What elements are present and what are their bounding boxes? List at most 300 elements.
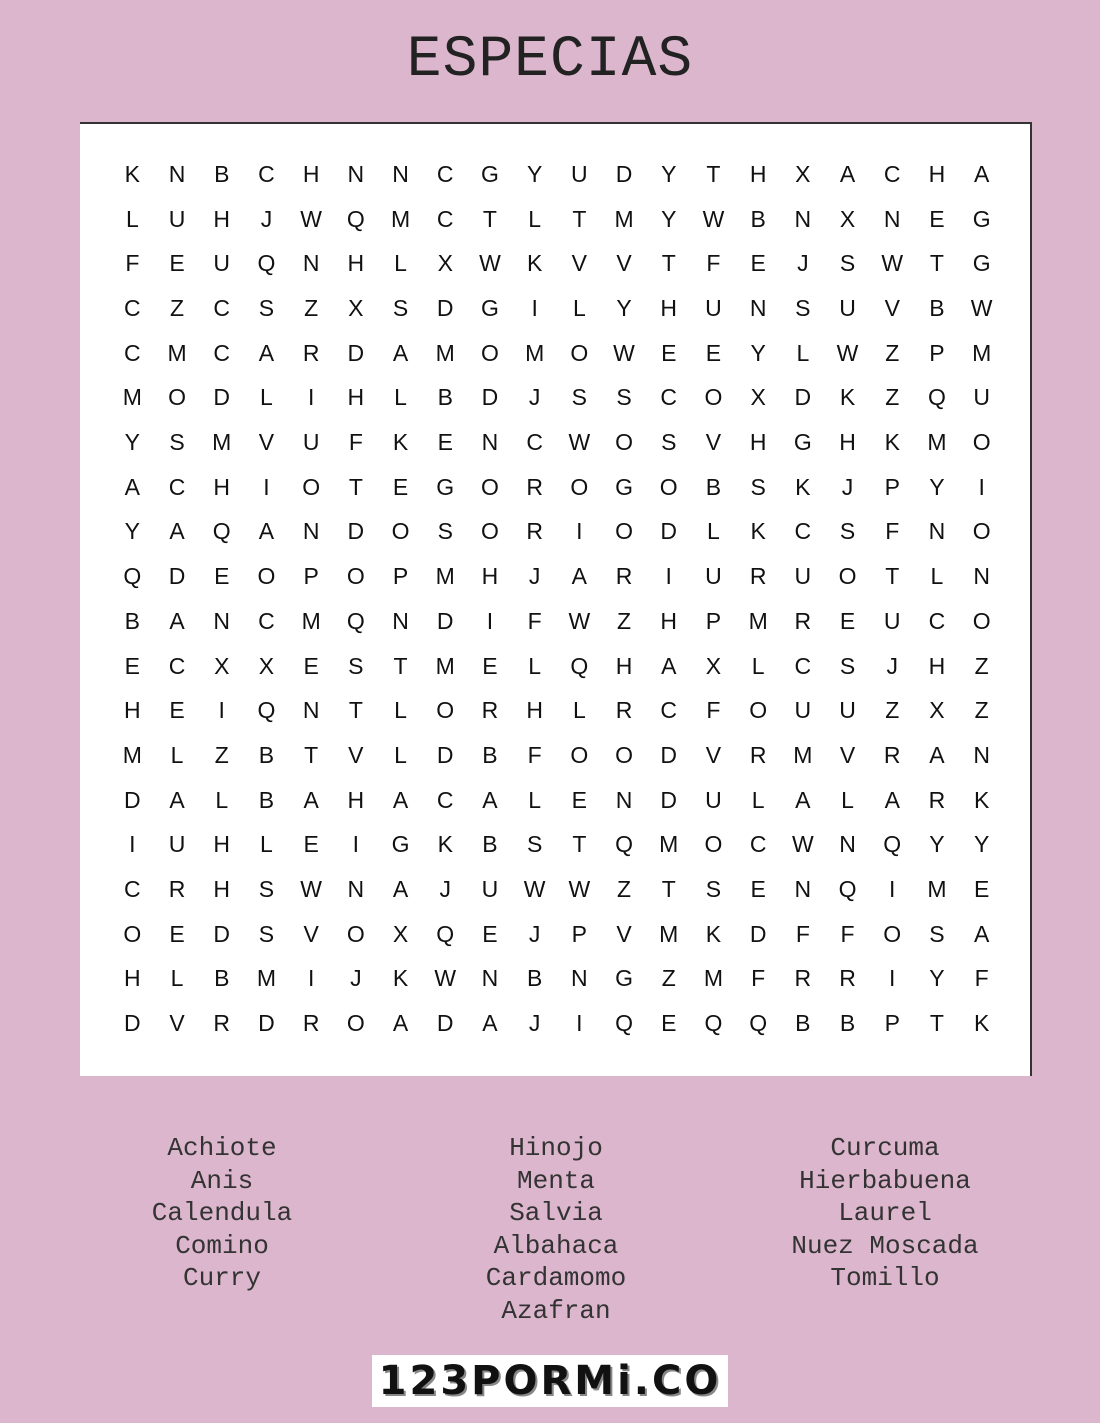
grid-cell[interactable]: M: [256, 965, 277, 992]
grid-cell[interactable]: V: [303, 920, 319, 947]
grid-cell[interactable]: S: [839, 518, 856, 545]
grid-cell[interactable]: O: [168, 384, 186, 411]
grid-cell[interactable]: M: [122, 741, 142, 768]
grid-cell[interactable]: E: [929, 205, 945, 232]
grid-cell[interactable]: H: [213, 473, 231, 500]
grid-cell[interactable]: E: [750, 250, 766, 277]
grid-cell[interactable]: V: [258, 429, 275, 456]
grid-cell[interactable]: N: [794, 876, 812, 903]
grid-cell[interactable]: M: [435, 563, 455, 590]
grid-cell[interactable]: B: [258, 741, 275, 768]
grid-cell[interactable]: F: [706, 250, 721, 277]
grid-cell[interactable]: Q: [704, 1010, 723, 1037]
grid-cell[interactable]: X: [795, 160, 811, 187]
grid-cell[interactable]: X: [929, 697, 945, 724]
grid-cell[interactable]: J: [528, 1010, 541, 1037]
grid-cell[interactable]: S: [526, 831, 543, 858]
grid-cell[interactable]: S: [258, 876, 275, 903]
grid-cell[interactable]: O: [704, 831, 723, 858]
grid-cell[interactable]: O: [123, 920, 142, 947]
grid-cell[interactable]: S: [348, 652, 364, 679]
grid-cell[interactable]: A: [169, 607, 185, 634]
grid-cell[interactable]: Y: [661, 205, 677, 232]
grid-cell[interactable]: E: [303, 831, 319, 858]
grid-cell[interactable]: B: [795, 1010, 811, 1037]
grid-cell[interactable]: S: [169, 429, 185, 456]
grid-cell[interactable]: V: [571, 250, 588, 277]
grid-cell[interactable]: K: [705, 920, 722, 947]
grid-cell[interactable]: B: [214, 160, 230, 187]
grid-cell[interactable]: W: [300, 205, 322, 232]
grid-cell[interactable]: S: [839, 652, 856, 679]
grid-cell[interactable]: O: [615, 741, 633, 768]
grid-cell[interactable]: N: [973, 563, 990, 590]
grid-cell[interactable]: N: [302, 697, 320, 724]
grid-cell[interactable]: S: [392, 294, 409, 321]
grid-cell[interactable]: B: [839, 1010, 856, 1037]
grid-cell[interactable]: A: [258, 339, 275, 366]
grid-cell[interactable]: D: [347, 518, 365, 545]
grid-cell[interactable]: O: [481, 473, 499, 500]
grid-cell[interactable]: K: [795, 473, 811, 500]
grid-cell[interactable]: N: [839, 831, 856, 858]
grid-cell[interactable]: J: [528, 563, 541, 590]
grid-cell[interactable]: V: [616, 250, 632, 277]
grid-cell[interactable]: N: [347, 160, 365, 187]
grid-cell[interactable]: W: [479, 250, 501, 277]
grid-cell[interactable]: N: [347, 876, 365, 903]
grid-cell[interactable]: N: [883, 205, 901, 232]
grid-cell[interactable]: D: [213, 920, 231, 947]
grid-cell[interactable]: E: [169, 920, 185, 947]
grid-cell[interactable]: K: [124, 160, 141, 187]
grid-cell[interactable]: A: [973, 920, 990, 947]
grid-cell[interactable]: H: [839, 429, 856, 456]
grid-cell[interactable]: G: [615, 965, 633, 992]
grid-cell[interactable]: O: [570, 473, 589, 500]
grid-cell[interactable]: W: [523, 876, 546, 903]
grid-cell[interactable]: Y: [929, 473, 945, 500]
grid-cell[interactable]: Q: [346, 607, 365, 634]
grid-cell[interactable]: S: [258, 294, 275, 321]
grid-cell[interactable]: R: [526, 518, 543, 545]
grid-cell[interactable]: A: [482, 1010, 498, 1037]
grid-cell[interactable]: L: [215, 786, 229, 813]
grid-cell[interactable]: S: [705, 876, 722, 903]
grid-cell[interactable]: T: [572, 205, 587, 232]
grid-cell[interactable]: E: [437, 429, 453, 456]
grid-cell[interactable]: C: [436, 160, 454, 187]
grid-cell[interactable]: T: [393, 652, 408, 679]
grid-cell[interactable]: G: [972, 250, 991, 277]
grid-cell[interactable]: H: [660, 294, 678, 321]
grid-cell[interactable]: W: [791, 831, 814, 858]
grid-cell[interactable]: M: [301, 607, 321, 634]
grid-cell[interactable]: O: [972, 607, 991, 634]
grid-cell[interactable]: U: [839, 294, 856, 321]
grid-cell[interactable]: Y: [661, 160, 677, 187]
grid-cell[interactable]: R: [213, 1010, 231, 1037]
grid-cell[interactable]: Q: [257, 250, 276, 277]
grid-cell[interactable]: B: [482, 741, 498, 768]
grid-cell[interactable]: L: [528, 205, 542, 232]
grid-cell[interactable]: I: [889, 965, 896, 992]
grid-cell[interactable]: A: [884, 786, 900, 813]
grid-cell[interactable]: R: [526, 473, 543, 500]
grid-cell[interactable]: N: [392, 160, 409, 187]
grid-cell[interactable]: J: [439, 876, 451, 903]
grid-cell[interactable]: N: [302, 250, 320, 277]
grid-cell[interactable]: C: [794, 518, 812, 545]
grid-cell[interactable]: A: [392, 876, 409, 903]
grid-cell[interactable]: X: [258, 652, 275, 679]
grid-cell[interactable]: E: [661, 1010, 677, 1037]
grid-cell[interactable]: N: [973, 741, 990, 768]
grid-cell[interactable]: D: [168, 563, 186, 590]
grid-cell[interactable]: I: [889, 876, 896, 903]
grid-cell[interactable]: E: [705, 339, 722, 366]
grid-cell[interactable]: K: [973, 786, 990, 813]
grid-cell[interactable]: F: [706, 697, 721, 724]
grid-cell[interactable]: L: [528, 652, 542, 679]
grid-cell[interactable]: H: [347, 250, 365, 277]
grid-cell[interactable]: Y: [616, 294, 632, 321]
grid-cell[interactable]: E: [303, 652, 319, 679]
grid-cell[interactable]: F: [840, 920, 855, 947]
grid-cell[interactable]: Z: [304, 294, 319, 321]
grid-cell[interactable]: R: [749, 741, 767, 768]
grid-cell[interactable]: S: [750, 473, 766, 500]
grid-cell[interactable]: F: [125, 250, 140, 277]
grid-cell[interactable]: L: [751, 786, 765, 813]
grid-cell[interactable]: U: [213, 250, 231, 277]
grid-cell[interactable]: E: [214, 563, 230, 590]
grid-cell[interactable]: T: [482, 205, 497, 232]
grid-cell[interactable]: N: [481, 965, 499, 992]
grid-cell[interactable]: C: [124, 339, 141, 366]
grid-cell[interactable]: L: [394, 250, 407, 277]
grid-cell[interactable]: W: [970, 294, 993, 321]
grid-cell[interactable]: H: [749, 160, 767, 187]
grid-cell[interactable]: A: [258, 518, 275, 545]
grid-cell[interactable]: T: [661, 876, 676, 903]
grid-cell[interactable]: L: [796, 339, 810, 366]
grid-cell[interactable]: H: [213, 876, 231, 903]
grid-cell[interactable]: E: [750, 876, 766, 903]
grid-cell[interactable]: O: [570, 741, 589, 768]
grid-cell[interactable]: P: [303, 563, 319, 590]
letter-grid[interactable]: [110, 152, 1004, 1046]
grid-cell[interactable]: S: [437, 518, 453, 545]
grid-cell[interactable]: A: [392, 1010, 409, 1037]
grid-cell[interactable]: L: [707, 518, 720, 545]
grid-cell[interactable]: C: [436, 205, 454, 232]
grid-cell[interactable]: L: [572, 697, 586, 724]
grid-cell[interactable]: U: [571, 160, 588, 187]
grid-cell[interactable]: U: [839, 697, 856, 724]
grid-cell[interactable]: N: [213, 607, 231, 634]
grid-cell[interactable]: K: [884, 429, 900, 456]
grid-cell[interactable]: S: [571, 384, 588, 411]
grid-cell[interactable]: X: [214, 652, 230, 679]
grid-cell[interactable]: D: [660, 741, 678, 768]
grid-cell[interactable]: O: [883, 920, 902, 947]
grid-cell[interactable]: U: [973, 384, 990, 411]
grid-cell[interactable]: K: [973, 1010, 990, 1037]
grid-cell[interactable]: D: [258, 1010, 275, 1037]
grid-cell[interactable]: Y: [124, 429, 141, 456]
grid-cell[interactable]: V: [839, 741, 856, 768]
grid-cell[interactable]: T: [929, 250, 944, 277]
grid-cell[interactable]: W: [568, 607, 591, 634]
grid-cell[interactable]: M: [435, 339, 455, 366]
grid-cell[interactable]: U: [481, 876, 499, 903]
grid-cell[interactable]: M: [703, 965, 724, 992]
grid-cell[interactable]: O: [302, 473, 321, 500]
grid-cell[interactable]: G: [793, 429, 812, 456]
grid-cell[interactable]: X: [392, 920, 409, 947]
grid-cell[interactable]: N: [615, 786, 633, 813]
grid-cell[interactable]: X: [705, 652, 722, 679]
grid-cell[interactable]: L: [170, 741, 184, 768]
grid-cell[interactable]: H: [481, 563, 499, 590]
grid-cell[interactable]: M: [927, 876, 947, 903]
grid-cell[interactable]: X: [437, 250, 453, 277]
grid-cell[interactable]: O: [346, 563, 365, 590]
grid-cell[interactable]: E: [482, 920, 498, 947]
grid-cell[interactable]: Q: [838, 876, 857, 903]
grid-cell[interactable]: T: [304, 741, 319, 768]
grid-cell[interactable]: C: [883, 160, 901, 187]
grid-cell[interactable]: N: [481, 429, 499, 456]
grid-cell[interactable]: L: [751, 652, 765, 679]
grid-cell[interactable]: I: [576, 518, 583, 545]
grid-cell[interactable]: A: [303, 786, 319, 813]
grid-cell[interactable]: S: [258, 920, 275, 947]
grid-cell[interactable]: W: [568, 876, 591, 903]
grid-cell[interactable]: R: [928, 786, 946, 813]
grid-cell[interactable]: O: [659, 473, 678, 500]
grid-cell[interactable]: U: [794, 563, 812, 590]
grid-cell[interactable]: Z: [170, 294, 185, 321]
grid-cell[interactable]: O: [570, 339, 589, 366]
grid-cell[interactable]: V: [616, 920, 632, 947]
grid-cell[interactable]: R: [481, 697, 499, 724]
grid-cell[interactable]: I: [263, 473, 270, 500]
grid-cell[interactable]: A: [929, 741, 945, 768]
grid-cell[interactable]: R: [615, 563, 633, 590]
grid-cell[interactable]: L: [125, 205, 139, 232]
grid-cell[interactable]: Q: [615, 831, 633, 858]
grid-cell[interactable]: Z: [885, 384, 900, 411]
grid-cell[interactable]: T: [929, 1010, 944, 1037]
grid-cell[interactable]: P: [884, 473, 900, 500]
grid-cell[interactable]: J: [797, 250, 809, 277]
grid-cell[interactable]: M: [390, 205, 411, 232]
grid-cell[interactable]: S: [795, 294, 811, 321]
grid-cell[interactable]: H: [660, 607, 678, 634]
grid-cell[interactable]: A: [839, 160, 856, 187]
grid-cell[interactable]: M: [659, 831, 679, 858]
grid-cell[interactable]: Y: [526, 160, 543, 187]
grid-cell[interactable]: C: [213, 294, 231, 321]
grid-cell[interactable]: W: [568, 429, 591, 456]
grid-cell[interactable]: U: [705, 786, 722, 813]
grid-cell[interactable]: B: [258, 786, 275, 813]
grid-cell[interactable]: U: [168, 831, 186, 858]
grid-cell[interactable]: D: [660, 518, 678, 545]
grid-cell[interactable]: O: [704, 384, 723, 411]
grid-cell[interactable]: H: [124, 697, 141, 724]
grid-cell[interactable]: S: [661, 429, 677, 456]
grid-cell[interactable]: D: [615, 160, 633, 187]
grid-cell[interactable]: B: [929, 294, 945, 321]
grid-cell[interactable]: D: [213, 384, 231, 411]
grid-cell[interactable]: O: [481, 518, 499, 545]
grid-cell[interactable]: I: [129, 831, 136, 858]
grid-cell[interactable]: Q: [123, 563, 142, 590]
grid-cell[interactable]: T: [348, 473, 363, 500]
grid-cell[interactable]: A: [392, 339, 409, 366]
grid-cell[interactable]: C: [124, 876, 141, 903]
grid-cell[interactable]: E: [124, 652, 141, 679]
grid-cell[interactable]: D: [794, 384, 812, 411]
grid-cell[interactable]: O: [391, 518, 410, 545]
grid-cell[interactable]: A: [482, 786, 498, 813]
grid-cell[interactable]: G: [436, 473, 455, 500]
grid-cell[interactable]: L: [841, 786, 854, 813]
grid-cell[interactable]: C: [660, 384, 678, 411]
grid-cell[interactable]: Y: [929, 965, 945, 992]
grid-cell[interactable]: K: [526, 250, 543, 277]
grid-cell[interactable]: W: [836, 339, 859, 366]
grid-cell[interactable]: D: [481, 384, 499, 411]
grid-cell[interactable]: V: [169, 1010, 185, 1037]
grid-cell[interactable]: B: [124, 607, 141, 634]
grid-cell[interactable]: E: [839, 607, 856, 634]
grid-cell[interactable]: Q: [883, 831, 902, 858]
grid-cell[interactable]: M: [614, 205, 634, 232]
grid-cell[interactable]: M: [525, 339, 545, 366]
grid-cell[interactable]: U: [794, 697, 812, 724]
grid-cell[interactable]: Y: [124, 518, 141, 545]
grid-cell[interactable]: Q: [212, 518, 231, 545]
grid-cell[interactable]: H: [347, 786, 365, 813]
grid-cell[interactable]: K: [839, 384, 856, 411]
grid-cell[interactable]: W: [881, 250, 904, 277]
grid-cell[interactable]: H: [615, 652, 633, 679]
grid-cell[interactable]: K: [392, 429, 409, 456]
grid-cell[interactable]: N: [749, 294, 767, 321]
grid-cell[interactable]: A: [661, 652, 677, 679]
grid-cell[interactable]: B: [214, 965, 230, 992]
grid-cell[interactable]: L: [394, 697, 407, 724]
grid-cell[interactable]: Z: [974, 652, 989, 679]
grid-cell[interactable]: W: [702, 205, 725, 232]
grid-cell[interactable]: D: [436, 741, 454, 768]
grid-cell[interactable]: H: [213, 205, 231, 232]
grid-cell[interactable]: R: [302, 1010, 320, 1037]
grid-cell[interactable]: M: [659, 920, 679, 947]
grid-cell[interactable]: L: [572, 294, 586, 321]
grid-cell[interactable]: U: [302, 429, 320, 456]
grid-cell[interactable]: F: [527, 741, 542, 768]
grid-cell[interactable]: M: [167, 339, 187, 366]
grid-cell[interactable]: Y: [973, 831, 990, 858]
grid-cell[interactable]: L: [260, 831, 273, 858]
grid-cell[interactable]: L: [260, 384, 273, 411]
grid-cell[interactable]: J: [886, 652, 898, 679]
grid-cell[interactable]: G: [615, 473, 633, 500]
grid-cell[interactable]: O: [749, 697, 768, 724]
grid-cell[interactable]: O: [346, 920, 365, 947]
grid-cell[interactable]: F: [795, 920, 810, 947]
grid-cell[interactable]: E: [661, 339, 677, 366]
grid-cell[interactable]: C: [168, 652, 186, 679]
grid-cell[interactable]: G: [972, 205, 991, 232]
grid-cell[interactable]: Z: [214, 741, 229, 768]
grid-cell[interactable]: R: [168, 876, 186, 903]
grid-cell[interactable]: G: [391, 831, 410, 858]
grid-cell[interactable]: I: [307, 384, 315, 411]
grid-cell[interactable]: F: [527, 607, 542, 634]
grid-cell[interactable]: N: [928, 518, 946, 545]
grid-cell[interactable]: L: [394, 384, 407, 411]
grid-cell[interactable]: N: [302, 518, 320, 545]
grid-cell[interactable]: L: [528, 786, 542, 813]
grid-cell[interactable]: A: [169, 786, 185, 813]
grid-cell[interactable]: A: [571, 563, 588, 590]
grid-cell[interactable]: D: [347, 339, 365, 366]
grid-cell[interactable]: Q: [749, 1010, 768, 1037]
grid-cell[interactable]: O: [615, 518, 633, 545]
grid-cell[interactable]: D: [749, 920, 767, 947]
grid-cell[interactable]: D: [124, 786, 141, 813]
grid-cell[interactable]: X: [839, 205, 856, 232]
grid-cell[interactable]: C: [168, 473, 186, 500]
grid-cell[interactable]: J: [260, 205, 273, 232]
grid-cell[interactable]: T: [885, 563, 900, 590]
grid-cell[interactable]: L: [930, 563, 944, 590]
grid-cell[interactable]: J: [350, 965, 362, 992]
grid-cell[interactable]: E: [571, 786, 588, 813]
grid-cell[interactable]: U: [883, 607, 901, 634]
grid-cell[interactable]: F: [885, 518, 900, 545]
grid-cell[interactable]: D: [124, 1010, 141, 1037]
grid-cell[interactable]: W: [434, 965, 457, 992]
grid-cell[interactable]: P: [392, 563, 409, 590]
grid-cell[interactable]: P: [571, 920, 588, 947]
grid-cell[interactable]: Q: [436, 920, 455, 947]
grid-cell[interactable]: I: [307, 965, 315, 992]
grid-cell[interactable]: I: [218, 697, 225, 724]
grid-cell[interactable]: T: [348, 697, 363, 724]
grid-cell[interactable]: G: [481, 294, 499, 321]
grid-cell[interactable]: M: [793, 741, 813, 768]
grid-cell[interactable]: R: [794, 965, 812, 992]
grid-cell[interactable]: N: [392, 607, 409, 634]
grid-cell[interactable]: O: [972, 429, 991, 456]
grid-cell[interactable]: N: [571, 965, 588, 992]
grid-cell[interactable]: A: [973, 160, 990, 187]
grid-cell[interactable]: Q: [346, 205, 365, 232]
grid-cell[interactable]: H: [928, 652, 946, 679]
grid-cell[interactable]: I: [576, 1010, 583, 1037]
grid-cell[interactable]: H: [347, 384, 365, 411]
grid-cell[interactable]: R: [839, 965, 856, 992]
grid-cell[interactable]: B: [526, 965, 543, 992]
grid-cell[interactable]: Z: [661, 965, 676, 992]
